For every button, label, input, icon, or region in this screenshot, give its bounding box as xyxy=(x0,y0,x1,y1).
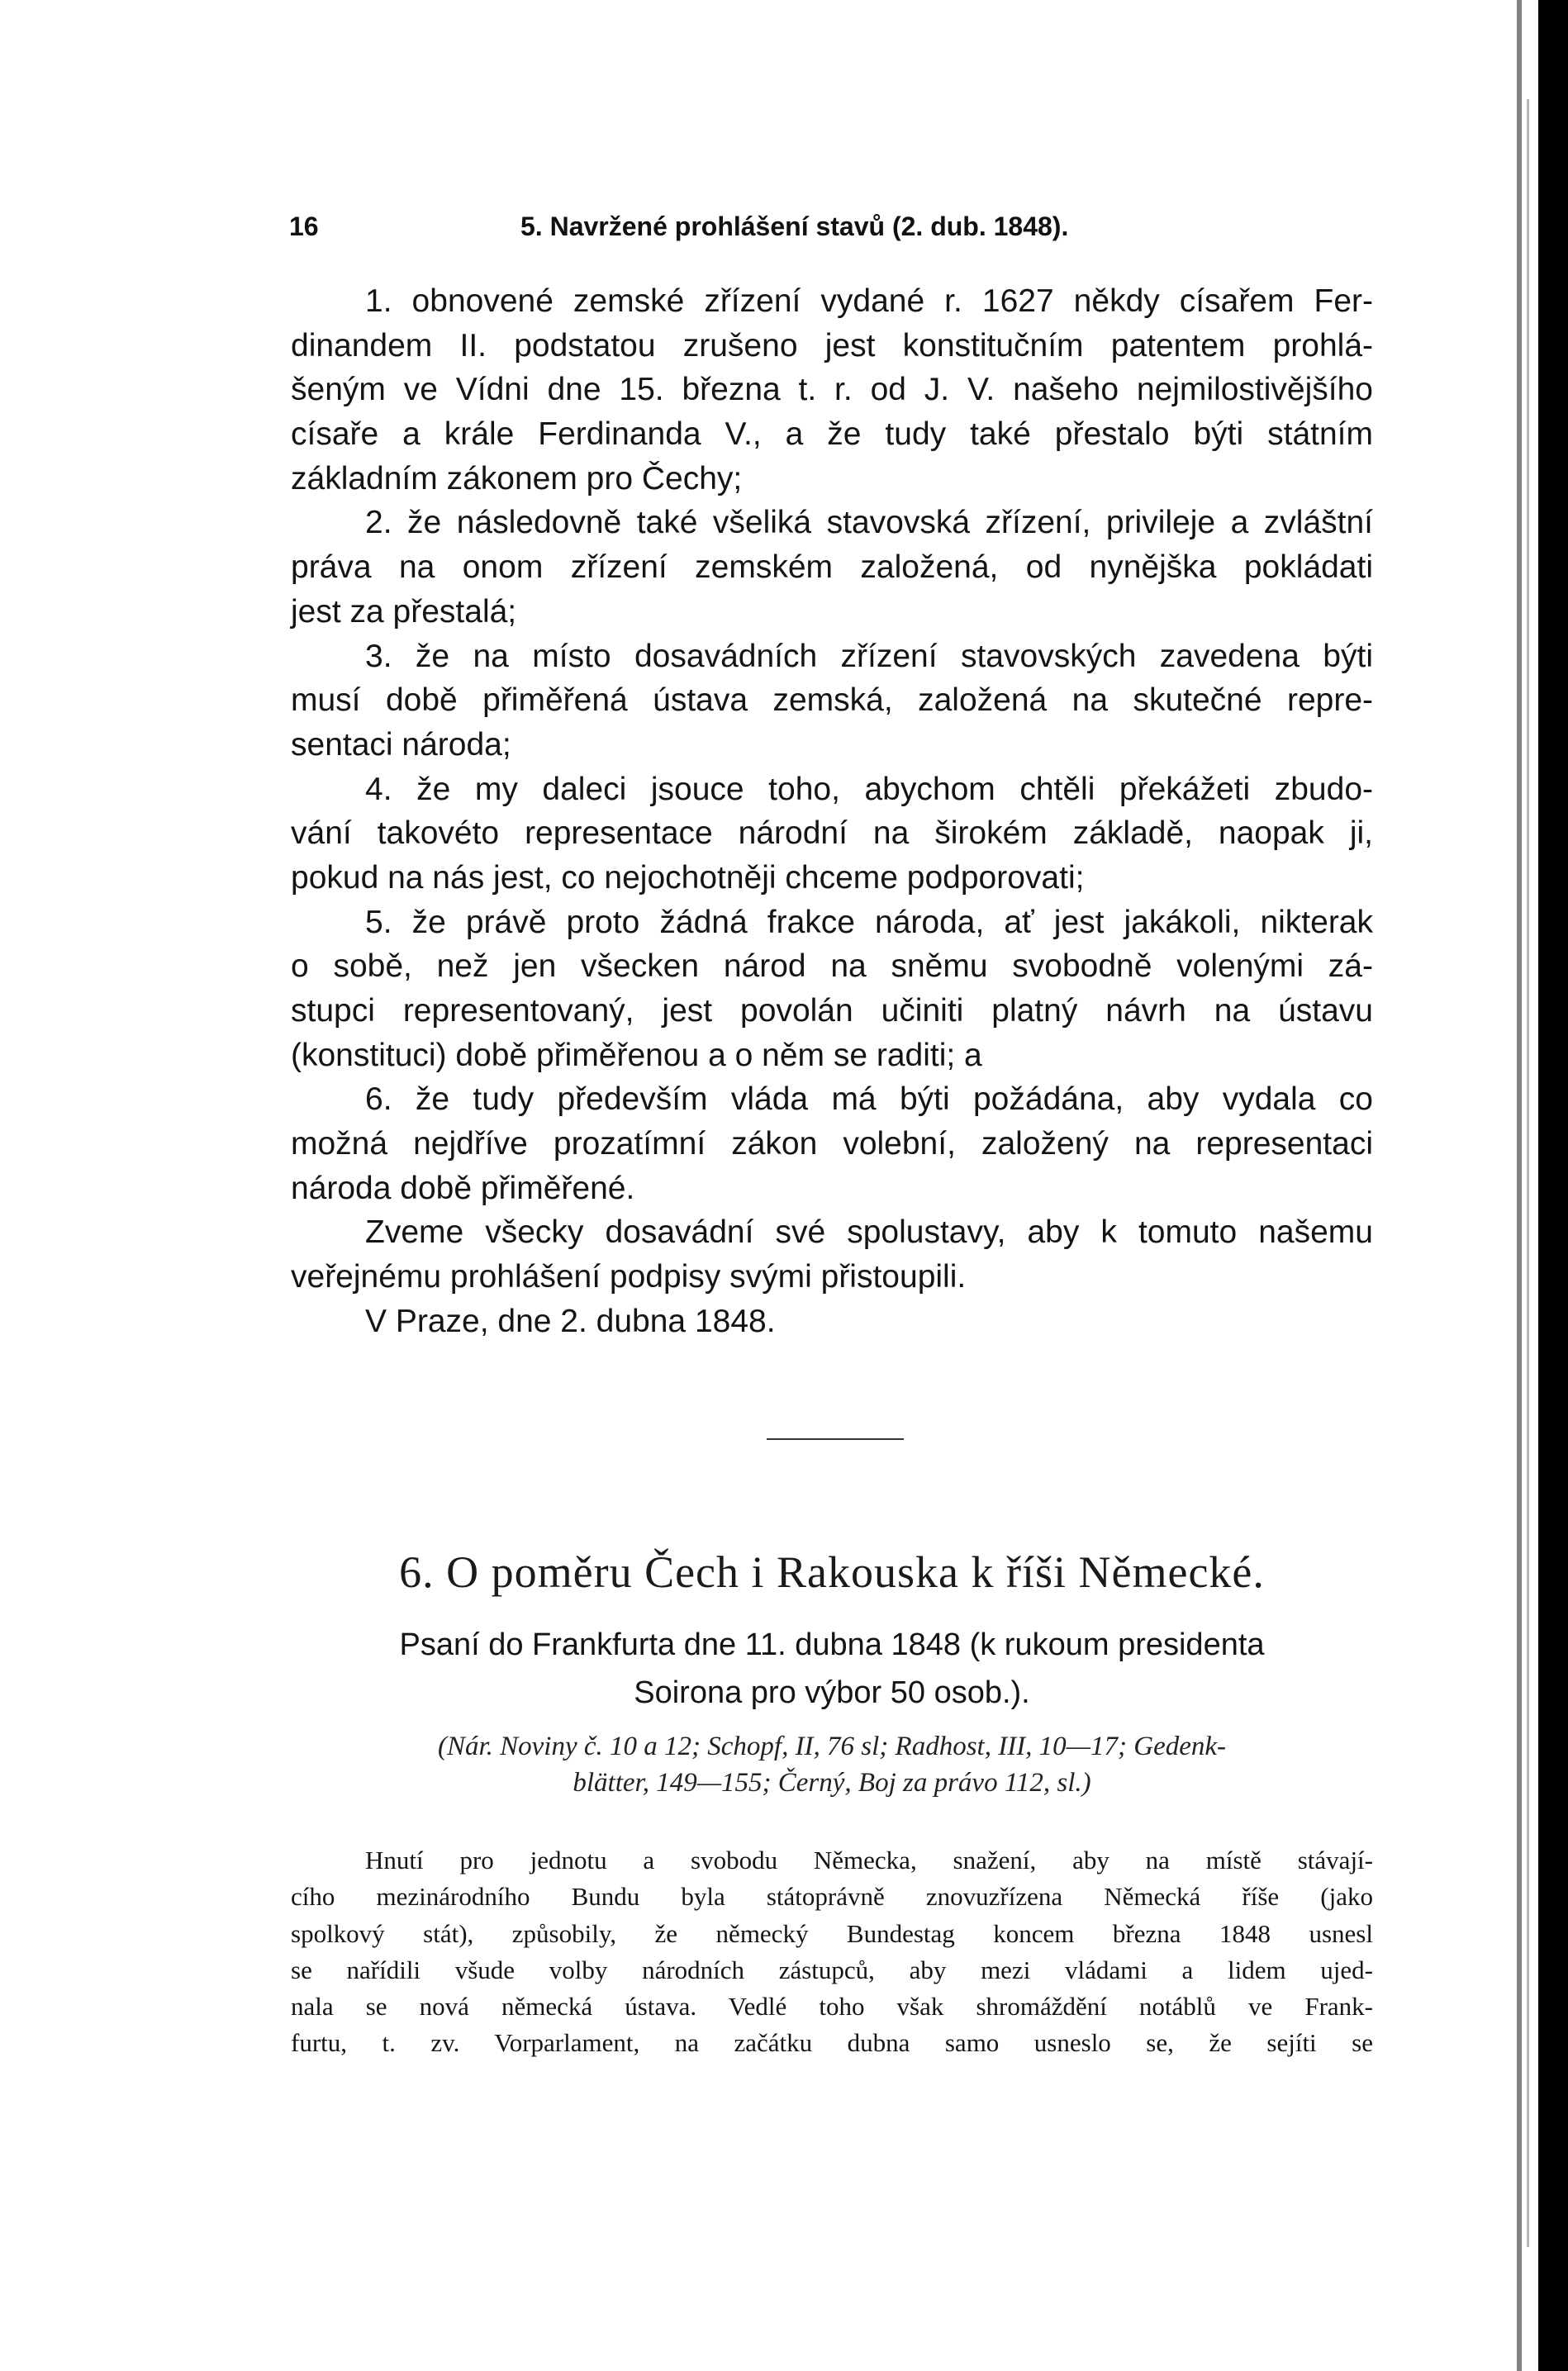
section-intro xyxy=(291,1842,1373,2062)
text-line: sentaci národa; xyxy=(291,726,511,763)
text-line: 3. že na místo dosavádních zřízení stavovských zavedena býti xyxy=(365,638,1373,674)
section-sources xyxy=(291,1728,1373,1801)
intro-line: Hnutí pro jednotu a svobodu Německa, snažení, aby na místě stávají- xyxy=(365,1846,1373,1874)
text-line: veřejnému prohlášení podpisy svými přistoupili. xyxy=(291,1259,967,1295)
text-line: 6. že tudy především vláda má býti požádána, aby vydala co xyxy=(365,1081,1373,1118)
intro-line: cího mezinárodního Bundu byla státoprávně znovuzřízena Německá říše (jako xyxy=(291,1882,1373,1912)
text-line: (konstituci) době přiměřenou a o něm se raditi; a xyxy=(291,1037,982,1073)
intro-line: nala se nová německá ústava. Vedlé toho však shromáždění notáblů ve Frank- xyxy=(291,1992,1373,2022)
text-line: práva na onom zřízení zemském založená, od nynějška pokládati xyxy=(291,549,1373,586)
running-title: 5. Navržené prohlášení stavů (2. dub. 1848). xyxy=(520,211,1069,241)
intro-line: spolkový stát), způsobily, že německý Bundestag koncem března 1848 usnesl xyxy=(291,1918,1373,1948)
scan-edge-shadow xyxy=(1517,0,1522,2371)
subtitle-line: Soirona pro výbor 50 osob.). xyxy=(634,1675,1030,1710)
text-line: pokud na nás jest, co nejochotněji chceme podporovati; xyxy=(291,859,1085,896)
text-line: dinandem II. podstatou zrušeno jest konstitučním patentem prohlá- xyxy=(291,327,1373,363)
page-header xyxy=(289,211,1396,253)
intro-line: se nařídili všude volby národních zástupců, aby mezi vládami a lidem ujed- xyxy=(291,1955,1373,1984)
text-line: 4. že my daleci jsouce toho, abychom chtěli překážeti zbudo- xyxy=(365,771,1373,807)
text-line: V Praze, dne 2. dubna 1848. xyxy=(365,1303,776,1339)
intro-line: furtu, t. zv. Vorparlament, na začátku dubna samo usneslo se, že sejíti se xyxy=(291,2028,1373,2058)
sources-line: blätter, 149—155; Černý, Boj za právo 112, sl.) xyxy=(573,1768,1091,1798)
section-title: 6. O poměru Čech i Rakouska k říši Německé. xyxy=(399,1547,1265,1597)
text-line: 5. že právě proto žádná frakce národa, ať jest jakákoli, nikterak xyxy=(365,904,1373,940)
text-line: šeným ve Vídni dne 15. března t. r. od J. V. našeho nejmilostivějšího xyxy=(291,372,1373,408)
text-line: jest za přestalá; xyxy=(291,593,517,630)
text-line: musí době přiměřená ústava zemská, založená na skutečné repre- xyxy=(291,682,1373,719)
text-line: stupci representovaný, jest povolán učiniti platný návrh na ústavu xyxy=(291,993,1373,1029)
text-line: císaře a krále Ferdinanda V., a že tudy také přestalo býti státním xyxy=(291,416,1373,453)
section-divider xyxy=(767,1438,904,1440)
text-line: Zveme všecky dosavádní své spolustavy, aby k tomuto našemu xyxy=(365,1214,1373,1251)
sources-line: (Nár. Noviny č. 10 a 12; Schopf, II, 76 sl; Radhost, III, 10—17; Gedenk- xyxy=(437,1732,1227,1761)
section-subtitle xyxy=(291,1621,1373,1717)
text-line: o sobě, než jen všecken národ na sněmu svobodně volenými zá- xyxy=(291,948,1373,985)
text-line: 1. obnovené zemské zřízení vydané r. 1627 někdy císařem Fer- xyxy=(365,283,1373,319)
text-line: základním zákonem pro Čechy; xyxy=(291,460,743,497)
page-number: 16 xyxy=(289,211,319,241)
scan-edge-line xyxy=(1527,99,1529,2247)
main-text xyxy=(291,279,1373,1344)
text-line: možná nejdříve prozatímní zákon volební, založený na representaci xyxy=(291,1126,1373,1162)
text-line: národa době přiměřené. xyxy=(291,1170,635,1206)
subtitle-line: Psaní do Frankfurta dne 11. dubna 1848 (k rukoum presidenta xyxy=(399,1627,1265,1662)
text-line: 2. že následovně také všeliká stavovská zřízení, privileje a zvláštní xyxy=(365,505,1373,541)
text-line: vání takovéto representace národní na širokém základě, naopak ji, xyxy=(291,815,1373,852)
